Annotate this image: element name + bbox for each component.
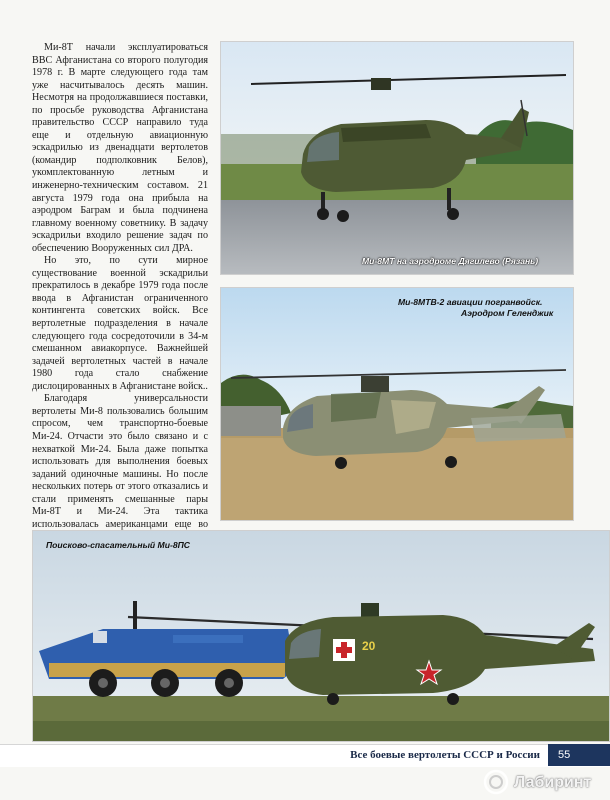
article-paragraph-2: Но это, по сути мирное существование военной эскадрильи прекратилось в декабре 1979 года после ввода в Афганистан ограниченного контингента советских войск. Все вертолетные подразделения в начале следующего года сосредоточили в 34-м смешанном авиакорпусе. Важнейшей задачей вертолетных частей в начале 1980 года стало снабжение дислоцированных в Афганистане войск.. [32, 255, 208, 392]
article-paragraph-1: Ми-8Т начали эксплуатироваться ВВС Афганистана со второго полугодия 1978 г. В марте следующего года там уже насчитывалось десять машин. Несмотря на продолжавшиеся поставки, по просьбе руководства Афганистана правительство СССР направило туда еще и отдельную авиационную эскадрилью из двенадцати вертолетов (командир подполковник Белов), укомплектованную летным и инженерно-техническим составом. 21 августа 1979 года она прибыла на аэродром Баграм и была подчинена главному военному советнику. В задачу эскадрильи входило решение задач по обеспечению Вооруженных сил ДРА. [32, 42, 208, 254]
caption-photo-3: Поисково-спасательный Ми-8ПС [46, 540, 190, 550]
photo-mi8ps-search-rescue [32, 530, 610, 742]
caption-photo-2-line-1: Ми-8МТВ-2 авиации погранвойск. [398, 297, 543, 307]
page-number: 55 [548, 744, 610, 766]
helicopter-photo-3 [33, 531, 609, 741]
helicopter-photo-1 [221, 42, 573, 274]
photo-mi8mt-dyagilevo [220, 41, 574, 275]
article-text-column [32, 42, 208, 544]
labirint-logo-icon [480, 768, 512, 796]
labirint-watermark [480, 768, 604, 796]
photo-mi8mtv2-gelendzhik [220, 287, 574, 521]
caption-photo-2-line-2: Аэродром Геленджик [461, 308, 554, 318]
watermark-text: Лабиринт [514, 774, 592, 791]
caption-photo-1: Ми-8МТ на аэродроме Дягилево (Рязань) [362, 256, 539, 266]
aircraft-board-number: 20 [362, 639, 376, 653]
article-paragraph-3: Благодаря универсальности вертолеты Ми-8 пользовались большим спросом, чем транспортно-боевые Ми-24. Отчасти это было связано и с нехваткой Ми-24. Была даже попытка использовать для выполнения боевых заданий одиночные машины. Но после нескольких потерь от этого отказались и стали применять смешанные пары Ми-8Т и Ми-24. Эта тактика использовалась американцами еще во [32, 393, 208, 530]
helicopter-photo-2 [221, 288, 573, 520]
footer-book-title: Все боевые вертолеты СССР и России [350, 749, 540, 761]
